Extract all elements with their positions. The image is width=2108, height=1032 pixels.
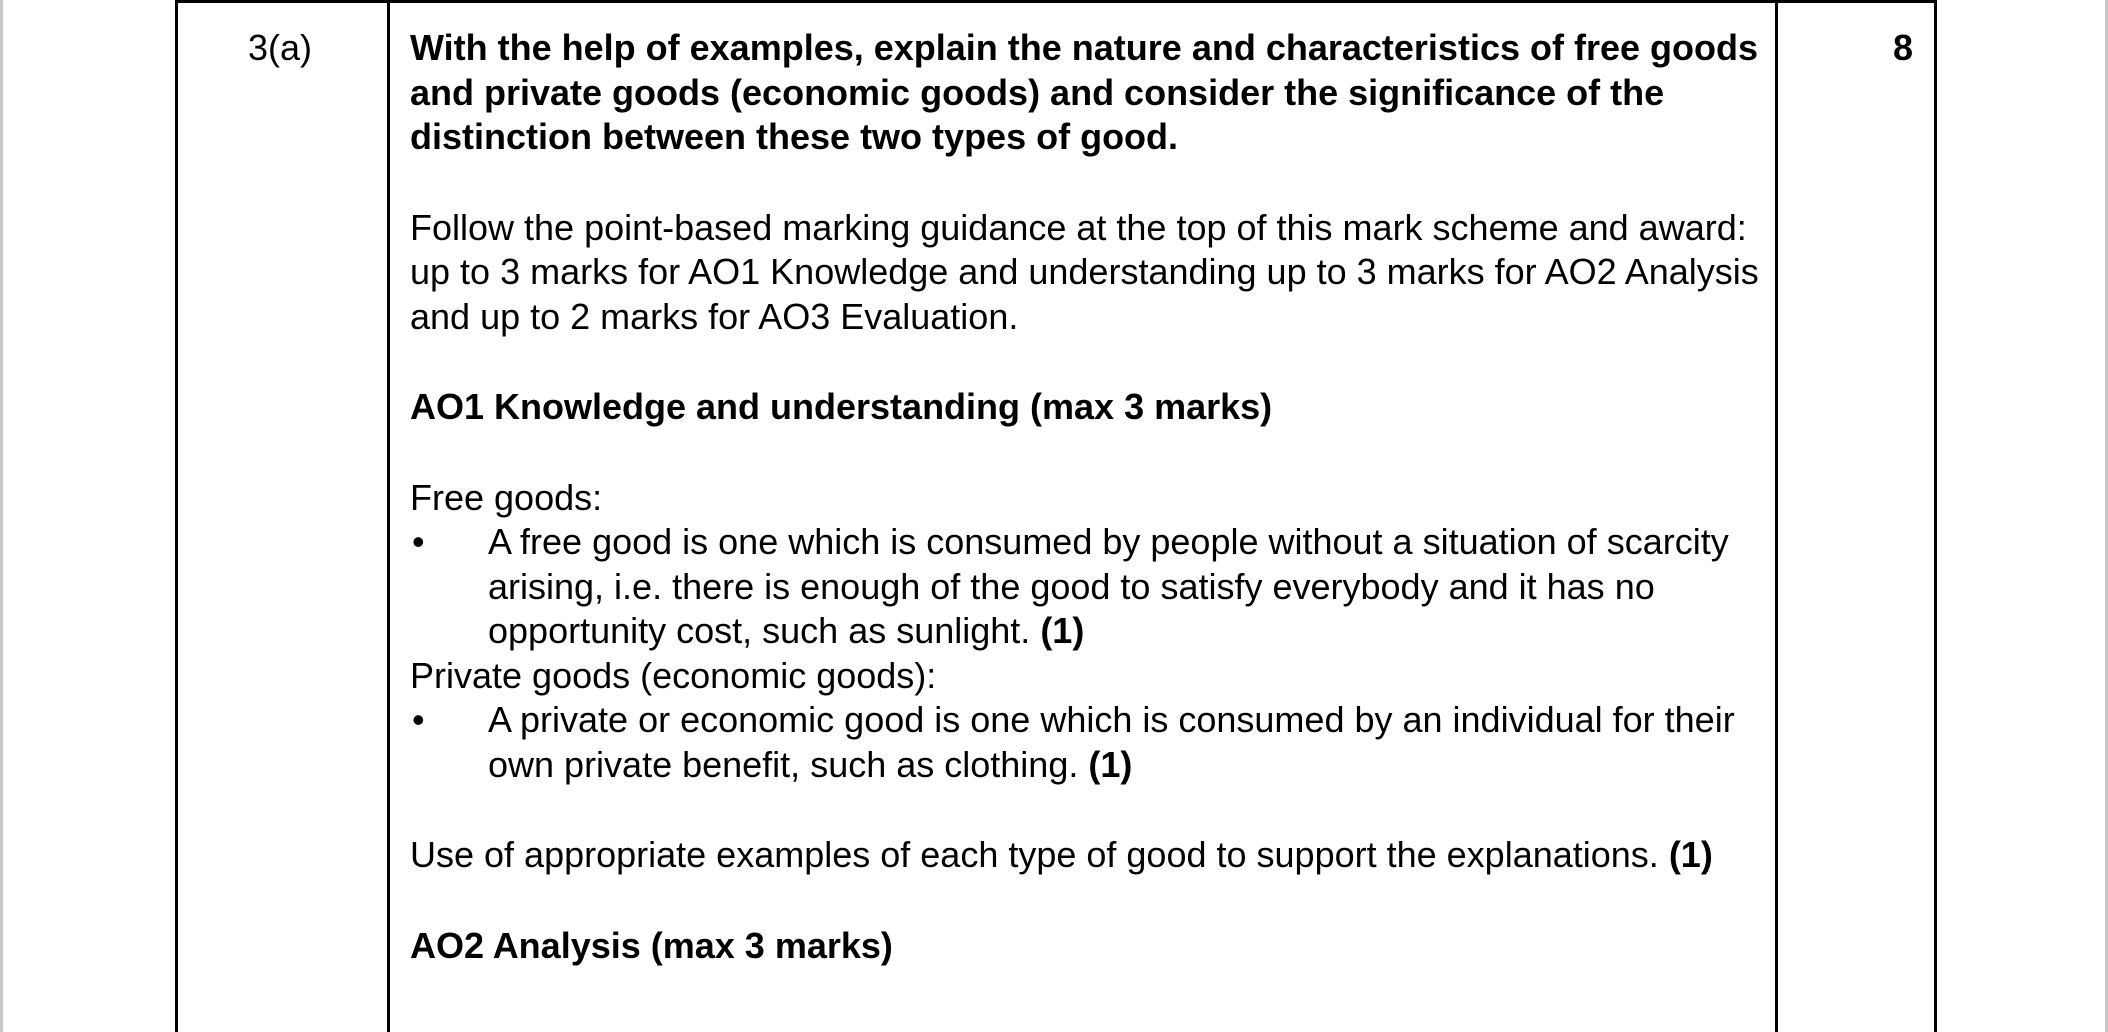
table-top-rule: [175, 0, 1937, 3]
private-goods-bullet-mark: (1): [1088, 743, 1133, 785]
column-divider-question: [387, 0, 390, 1032]
page-edge-left: [0, 0, 3, 1032]
table-border-right: [1934, 0, 1937, 1032]
bullet-icon: •: [412, 699, 425, 740]
free-goods-bullet: [410, 520, 1760, 654]
marking-guidance: Follow the point-based marking guidance at the top of this mark scheme and award: up to 3 marks for AO1 Knowledge and understanding up to 3 marks for AO2 Analysis and up to 2 marks for AO3 Evaluation.: [410, 206, 1759, 337]
free-goods-label: Free goods:: [410, 476, 603, 518]
private-goods-bullet-text: A private or economic good is one which is consumed by an individual for their own private benefit, such as clothing.: [488, 699, 1735, 785]
private-goods-bullet: [410, 698, 1760, 787]
free-goods-bullet-text: A free good is one which is consumed by people without a situation of scarcity arising, i.e. there is enough of the good to satisfy everybody and it has no opportunity cost, such as sunlight.: [488, 521, 1729, 651]
ao2-heading: AO2 Analysis (max 3 marks): [410, 924, 893, 966]
total-marks: 8: [1893, 27, 1914, 68]
table-border-left: [175, 0, 178, 1032]
examples-text: Use of appropriate examples of each type of good to support the explanations.: [410, 834, 1669, 875]
question-number: 3(a): [248, 27, 313, 68]
ao1-heading: AO1 Knowledge and understanding (max 3 marks): [410, 386, 1273, 427]
column-divider-marks: [1775, 0, 1778, 1032]
free-goods-bullet-mark: (1): [1040, 610, 1085, 651]
examples-paragraph: [410, 833, 1760, 878]
examples-mark: (1): [1668, 834, 1713, 875]
question-text: With the help of examples, explain the nature and characteristics of free goods and private goods (economic goods) and consider the significance of the distinction between these two types of good.: [410, 27, 1758, 157]
answer-cell: [410, 26, 1760, 968]
bullet-icon: •: [412, 521, 425, 562]
private-goods-label: Private goods (economic goods):: [410, 654, 937, 696]
